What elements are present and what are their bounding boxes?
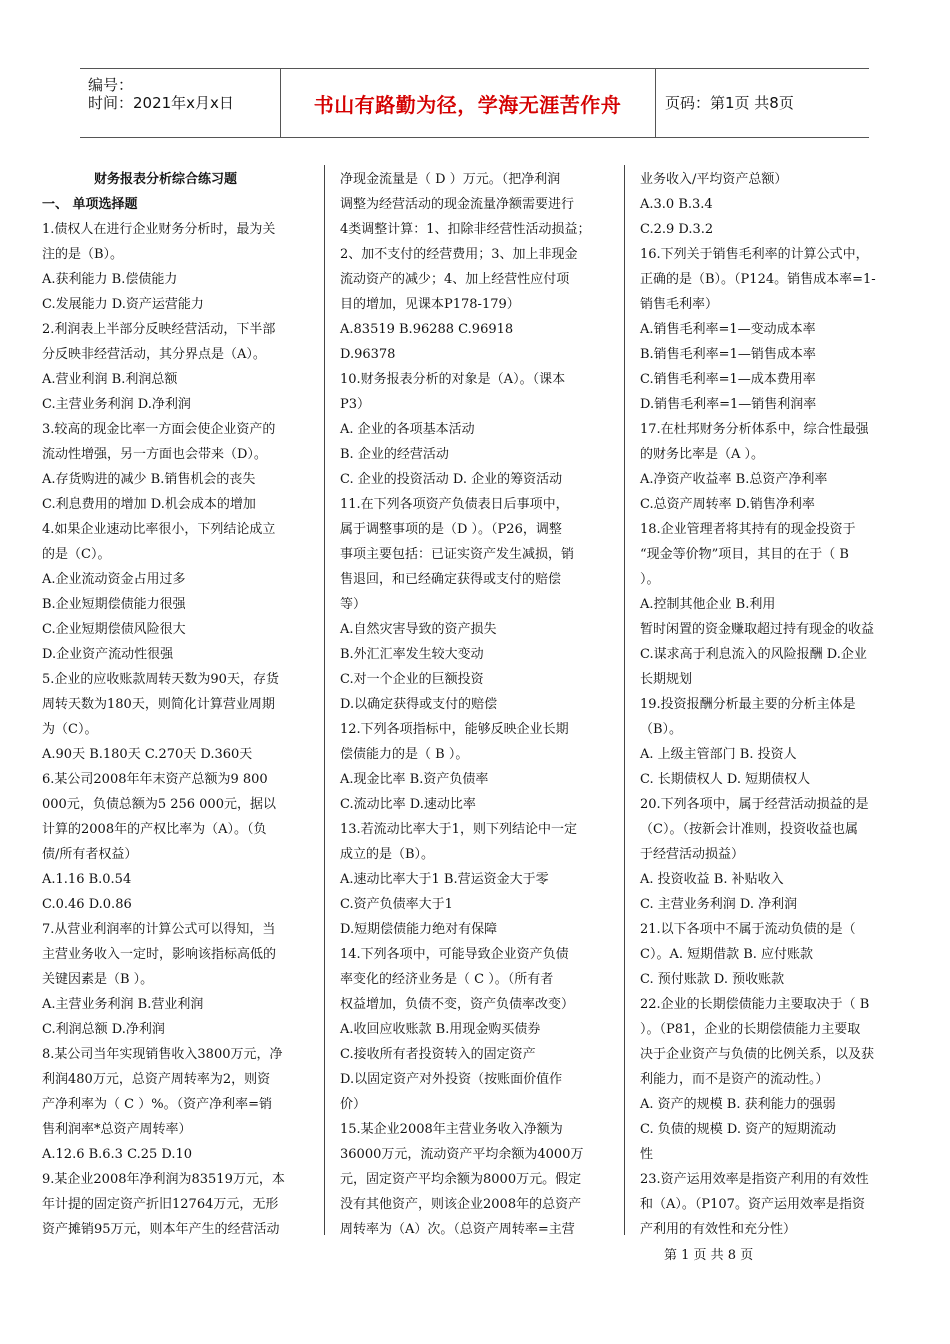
text-line: C.企业短期偿债风险很大	[42, 622, 186, 637]
text-line: 36000万元，流动资产平均余额为4000万	[340, 1147, 584, 1162]
column-3	[640, 167, 908, 1242]
text-line: C. 主营业务利润 D. 净利润	[640, 897, 798, 912]
text-line: 16.下列关于销售毛利率的计算公式中，	[640, 247, 869, 262]
text-line: 5.企业的应收账款周转天数为90天，存货	[42, 672, 279, 687]
text-line: 性	[640, 1147, 654, 1162]
text-line: 20.下列各项中，属于经营活动损益的是	[640, 797, 869, 812]
text-line: ）。	[640, 572, 660, 587]
text-line: A. 资产的规模 B. 获利能力的强弱	[640, 1097, 836, 1112]
text-line: 长期规划	[640, 672, 693, 687]
column-divider	[624, 165, 625, 1235]
text-line: C. 预付账款 D. 预收账款	[640, 972, 785, 987]
text-line: 价）	[340, 1097, 367, 1112]
text-line: 23.资产运用效率是指资产利用的有效性	[640, 1172, 869, 1187]
text-line: 属于调整事项的是（D ）。（P26，调整	[340, 522, 562, 537]
text-line: 11.在下列各项资产负债表日后事项中，	[340, 497, 569, 512]
text-line: C.对一个企业的巨额投资	[340, 672, 484, 687]
text-line: 主营业务收入一定时，影响该指标高低的	[42, 947, 277, 962]
text-line: 利能力，而不是资产的流动性。）	[640, 1072, 829, 1087]
text-line: A.现金比率 B.资产负债率	[340, 772, 489, 787]
text-line: B.销售毛利率=1—销售成本率	[640, 347, 816, 362]
text-line: 8.某公司当年实现销售收入3800万元，净	[42, 1047, 283, 1062]
text-line: 售退回，和已经确定获得或支付的赔偿	[340, 572, 562, 587]
text-line: 没有其他资产，则该企业2008年的总资产	[340, 1197, 582, 1212]
text-line: A. 上级主管部门 B. 投资人	[640, 747, 797, 762]
text-line: 偿债能力的是（ B ）。	[340, 747, 469, 762]
text-line: 的财务比率是（A ）。	[640, 447, 765, 462]
text-line: A.12.6 B.6.3 C.25 D.10	[42, 1147, 193, 1162]
text-line: A.主营业务利润 B.营业利润	[42, 997, 204, 1012]
text-line: 成立的是（B）。	[340, 847, 435, 862]
text-line: C.发展能力 D.资产运营能力	[42, 297, 204, 312]
text-line: D.以确定获得或支付的赔偿	[340, 697, 498, 712]
text-line: C.主营业务利润 D.净利润	[42, 397, 191, 412]
text-line: B.外汇汇率发生较大变动	[340, 647, 484, 662]
text-line: “现金等价物”项目，其目的在于（ B	[640, 547, 849, 562]
text-line: 决于企业资产与负债的比例关系，以及获	[640, 1047, 875, 1062]
text-line: 销售毛利率）	[640, 297, 719, 312]
text-line: ）。（P81，企业的长期偿债能力主要取	[640, 1022, 861, 1037]
text-line: C）。A. 短期借款 B. 应付账款	[640, 947, 814, 962]
text-line: 周转率为（A）次。（总资产周转率=主营	[340, 1222, 575, 1237]
text-line: A.营业利润 B.利润总额	[42, 372, 178, 387]
text-line: A.控制其他企业 B.利用	[640, 597, 776, 612]
text-line: 权益增加，负债不变，资产负债率改变）	[340, 997, 575, 1012]
text-line: 19.投资报酬分析最主要的分析主体是	[640, 697, 856, 712]
text-line: 14.下列各项中，可能导致企业资产负债	[340, 947, 569, 962]
text-line: P3）	[340, 397, 371, 412]
text-line: A.销售毛利率=1—变动成本率	[640, 322, 816, 337]
text-line: B. 企业的经营活动	[340, 447, 449, 462]
text-line: （B）。	[640, 722, 683, 737]
text-line: B.企业短期偿债能力很强	[42, 597, 186, 612]
text-line: A.速动比率大于1 B.营运资金大于零	[340, 872, 549, 887]
text-line: A.83519 B.96288 C.96918	[340, 322, 514, 337]
header-page-number: 页码：第1页 共8页	[665, 94, 794, 112]
text-line: 资产摊销95万元，则本年产生的经营活动	[42, 1222, 280, 1237]
text-line: 年计提的固定资产折旧12764万元，无形	[42, 1197, 279, 1212]
text-line: 目的增加，见课本P178-179）	[340, 297, 520, 312]
text-line: 000元，负债总额为5 256 000元，据以	[42, 797, 276, 812]
text-line: C.谋求高于利息流入的风险报酬 D.企业	[640, 647, 867, 662]
page-header	[80, 68, 869, 138]
text-line: 周转天数为180天，则简化计算营业周期	[42, 697, 275, 712]
text-line: 率变化的经济业务是（ C ）。（所有者	[340, 972, 554, 987]
text-line: 17.在杜邦财务分析体系中，综合性最强	[640, 422, 869, 437]
text-line: 利润480万元，总资产周转率为2，则资	[42, 1072, 271, 1087]
text-line: 3.较高的现金比率一方面会使企业资产的	[42, 422, 276, 437]
text-line: 21.以下各项中不属于流动负债的是（	[640, 922, 856, 937]
text-line: 债/所有者权益）	[42, 847, 138, 862]
header-number: 编号：	[88, 76, 134, 94]
text-line: C. 负债的规模 D. 资产的短期流动	[640, 1122, 837, 1137]
text-line: C.流动比率 D.速动比率	[340, 797, 476, 812]
text-line: A. 投资收益 B. 补贴收入	[640, 872, 784, 887]
text-line: 元，固定资产平均余额为8000万元。假定	[340, 1172, 582, 1187]
text-line: 售利润率*总资产周转率）	[42, 1122, 192, 1137]
text-line: 于经营活动损益）	[640, 847, 745, 862]
document-title: 财务报表分析综合练习题	[94, 172, 238, 187]
header-motto: 书山有路勤为径，学海无涯苦作舟	[313, 92, 622, 117]
text-line: 2、加不支付的经营费用；3、加上非现金	[340, 247, 578, 262]
text-line: 15.某企业2008年主营业务收入净额为	[340, 1122, 563, 1137]
text-line: 6.某公司2008年年末资产总额为9 800	[42, 772, 268, 787]
text-line: A.获利能力 B.偿债能力	[42, 272, 178, 287]
text-line: 7.从营业利润率的计算公式可以得知，当	[42, 922, 276, 937]
text-line: 9.某企业2008年净利润为83519万元，本	[42, 1172, 285, 1187]
text-line: C.接收所有者投资转入的固定资产	[340, 1047, 536, 1062]
text-line: 为（C）。	[42, 722, 98, 737]
text-line: A. 企业的各项基本活动	[340, 422, 475, 437]
text-line: A.净资产收益率 B.总资产净利率	[640, 472, 828, 487]
text-line: 流动性增强，另一方面也会带来（D）。	[42, 447, 267, 462]
text-line: 计算的2008年的产权比率为（A）。（负	[42, 822, 267, 837]
text-line: 13.若流动比率大于1，则下列结论中一定	[340, 822, 577, 837]
text-line: 注的是（B）。	[42, 247, 124, 262]
header-page-cell	[655, 69, 869, 137]
text-line: C.2.9 D.3.2	[640, 222, 714, 237]
text-line: C.总资产周转率 D.销售净利率	[640, 497, 815, 512]
text-line: 流动资产的减少；4、加上经营性应付项	[340, 272, 570, 287]
text-line: 调整为经营活动的现金流量净额需要进行	[340, 197, 575, 212]
text-line: A.企业流动资金占用过多	[42, 572, 186, 587]
text-line: D.销售毛利率=1—销售利润率	[640, 397, 817, 412]
header-motto-cell	[280, 69, 656, 137]
text-line: 产利用的有效性和充分性）	[640, 1222, 797, 1237]
text-line: D.短期偿债能力绝对有保障	[340, 922, 498, 937]
text-line: 10.财务报表分析的对象是（A）。（课本	[340, 372, 566, 387]
column-1	[42, 167, 310, 1242]
text-line: D.以固定资产对外投资（按账面价值作	[340, 1072, 563, 1087]
header-time: 时间：2021年x月x日	[88, 94, 234, 112]
text-line: C.利息费用的增加 D.机会成本的增加	[42, 497, 256, 512]
text-line: 正确的是（B）。（P124。销售成本率=1-	[640, 272, 876, 287]
text-line: D.96378	[340, 347, 396, 362]
text-line: A.自然灾害导致的资产损失	[340, 622, 497, 637]
text-line: C. 企业的投资活动 D. 企业的筹资活动	[340, 472, 563, 487]
text-line: A.90天 B.180天 C.270天 D.360天	[42, 747, 253, 762]
text-line: 关键因素是（B ）。	[42, 972, 154, 987]
text-line: 净现金流量是（ D ）万元。（把净利润	[340, 172, 561, 187]
text-line: 的是（C）。	[42, 547, 111, 562]
text-line: 分反映非经营活动，其分界点是（A）。	[42, 347, 266, 362]
text-line: （C）。（按新会计准则，投资收益也属	[640, 822, 858, 837]
section-heading: 一、 单项选择题	[42, 197, 138, 212]
text-line: 4类调整计算：1、扣除非经营性活动损益；	[340, 222, 591, 237]
text-line: 业务收入/平均资产总额）	[640, 172, 788, 187]
text-line: 1.债权人在进行企业财务分析时，最为关	[42, 222, 276, 237]
text-line: C.资产负债率大于1	[340, 897, 453, 912]
column-divider	[324, 165, 325, 1235]
text-line: A.存货购进的减少 B.销售机会的丧失	[42, 472, 256, 487]
text-line: A.收回应收账款 B.用现金购买债券	[340, 1022, 541, 1037]
text-line: C.利润总额 D.净利润	[42, 1022, 165, 1037]
text-line: C. 长期债权人 D. 短期债权人	[640, 772, 811, 787]
text-line: 事项主要包括：已证实资产发生减损，销	[340, 547, 575, 562]
text-line: 暂时闲置的资金赚取超过持有现金的收益	[640, 622, 875, 637]
text-line: 产净利率为（ C ）%。（资产净利率=销	[42, 1097, 272, 1112]
text-line: C.0.46 D.0.86	[42, 897, 132, 912]
text-line: 18.企业管理者将其持有的现金投资于	[640, 522, 856, 537]
text-line: A.1.16 B.0.54	[42, 872, 132, 887]
text-line: 22.企业的长期偿债能力主要取决于（ B	[640, 997, 870, 1012]
text-line: 4.如果企业速动比率很小，下列结论成立	[42, 522, 276, 537]
text-line: 2.利润表上半部分反映经营活动，下半部	[42, 322, 276, 337]
text-line: A.3.0 B.3.4	[640, 197, 713, 212]
page-footer: 第 1 页 共 8 页	[664, 1248, 754, 1263]
text-line: 和（A）。（P107。资产运用效率是指资	[640, 1197, 865, 1212]
text-line: 12.下列各项指标中，能够反映企业长期	[340, 722, 569, 737]
header-meta-cell	[80, 69, 281, 137]
column-2	[340, 167, 610, 1242]
text-line: 等）	[340, 597, 367, 612]
text-line: D.企业资产流动性很强	[42, 647, 174, 662]
text-line: C.销售毛利率=1—成本费用率	[640, 372, 816, 387]
